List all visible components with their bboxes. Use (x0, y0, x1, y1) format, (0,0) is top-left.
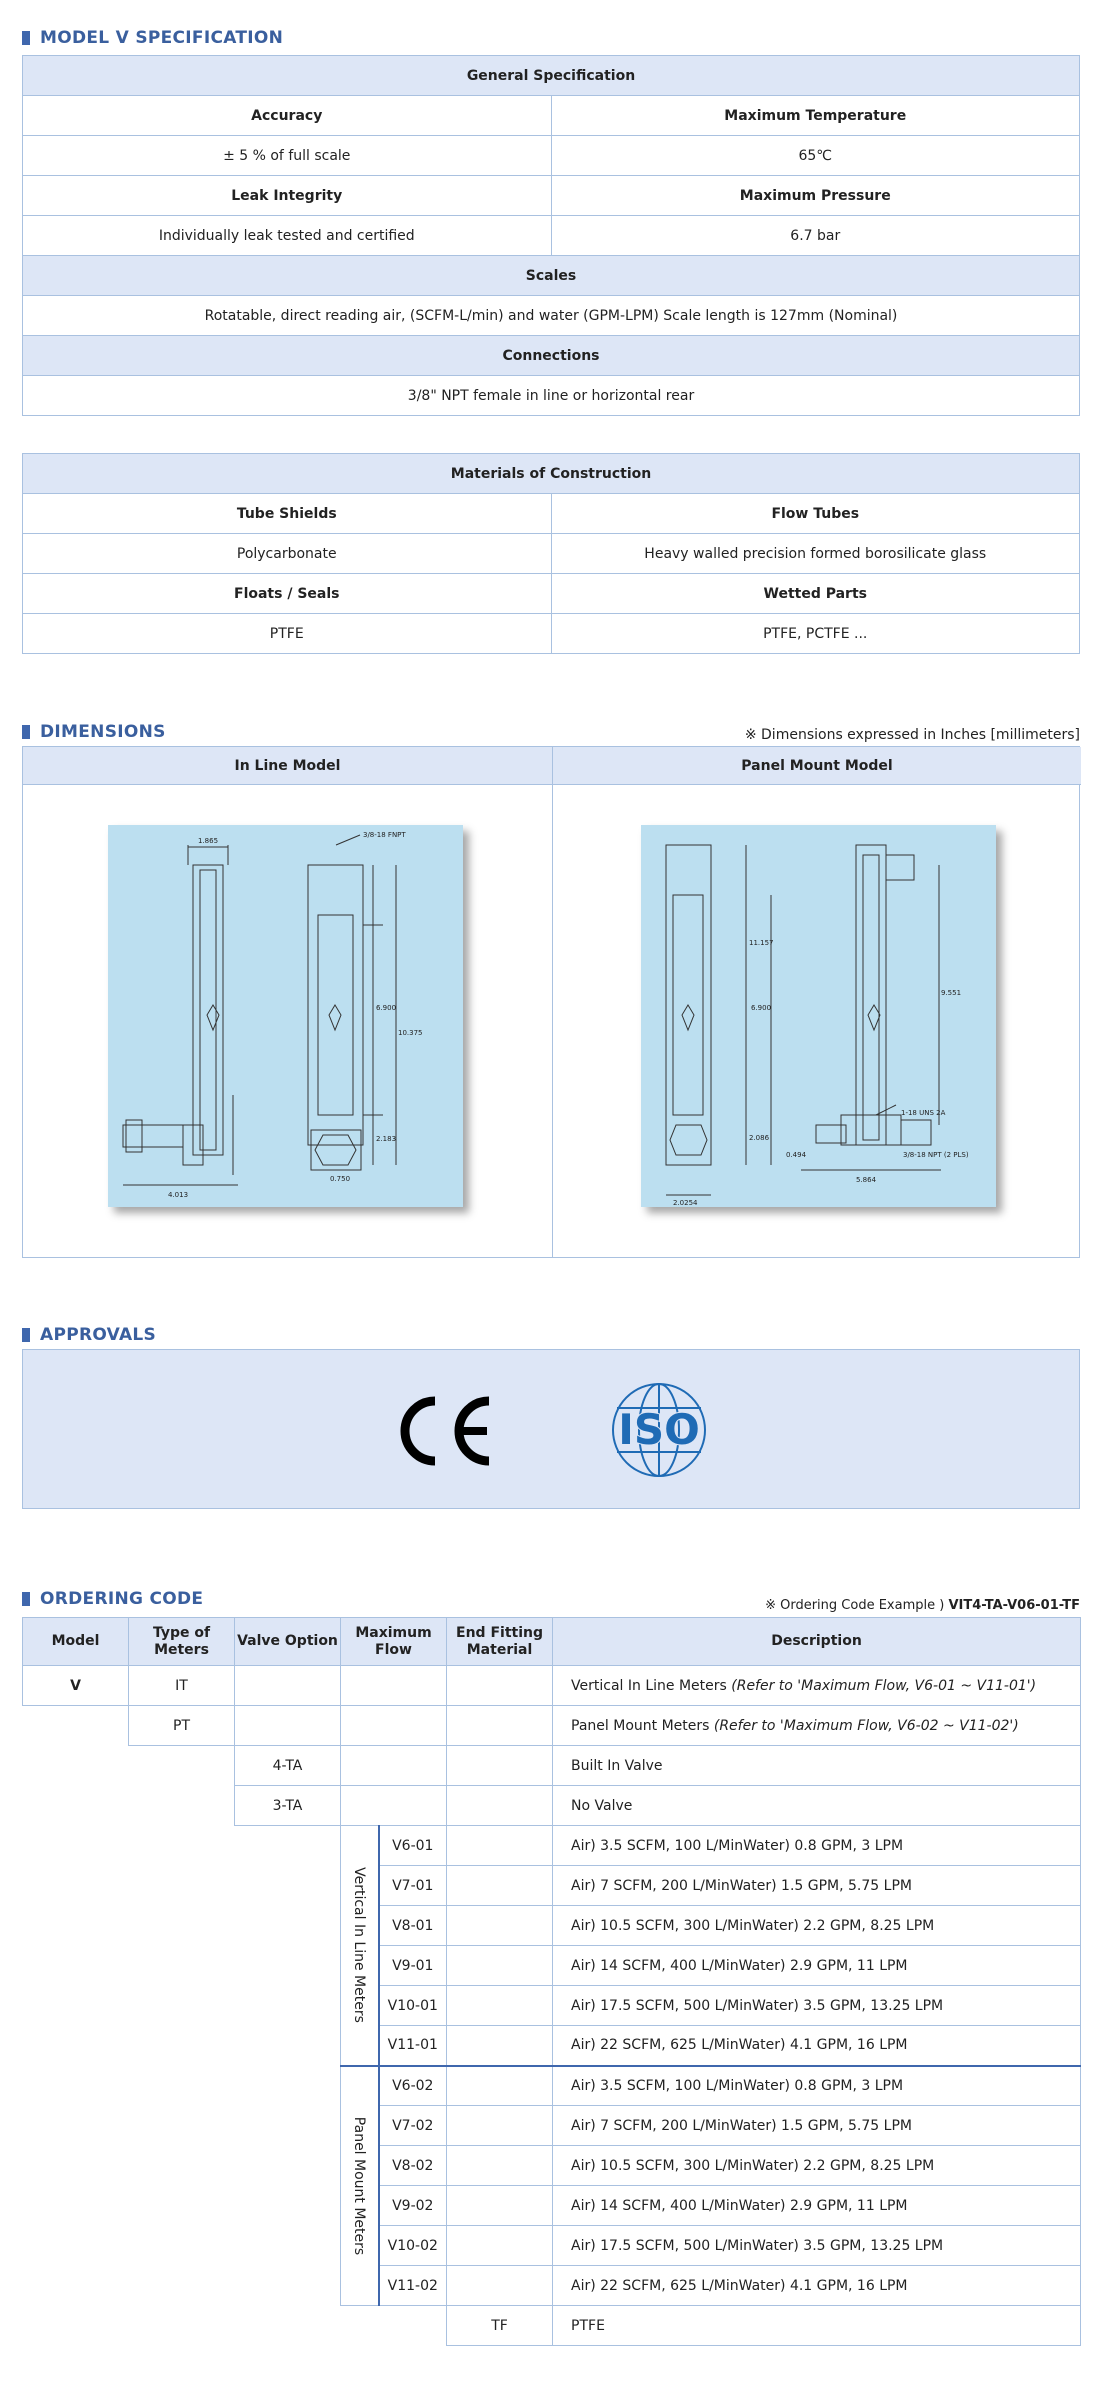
flow-code: V10-02 (379, 2226, 447, 2266)
section-title-text: DIMENSIONS (40, 722, 166, 742)
empty-cell (23, 1986, 341, 2026)
max-pressure-value: 6.7 bar (551, 216, 1080, 256)
floats-seals-label: Floats / Seals (23, 574, 552, 614)
flow-water: Water) 4.1 GPM, 16 LPM (738, 2037, 908, 2054)
empty-cell (23, 2186, 341, 2226)
empty-cell (341, 1666, 447, 1706)
flow-water: Water) 2.2 GPM, 8.25 LPM (752, 2157, 935, 2174)
valve-4ta: 4-TA (235, 1746, 341, 1786)
empty-cell (23, 1866, 341, 1906)
flow-tubes-label: Flow Tubes (551, 494, 1080, 534)
dim-label-2086: 2.086 (749, 1134, 770, 1142)
flow-air: Air) 17.5 SCFM, 500 L/Min (571, 2237, 752, 2254)
type-it-ref: (Refer to 'Maximum Flow, V6-01 ~ V11-01') (731, 1677, 1037, 1694)
panel-mount-group-label (341, 2066, 379, 2306)
type-pt-description (553, 1706, 1081, 1746)
empty-cell (447, 2266, 553, 2306)
empty-cell (447, 2106, 553, 2146)
connections-value: 3/8" NPT female in line or horizontal rear (23, 376, 1080, 416)
dim-label-uns: 1-18 UNS 2A (901, 1109, 946, 1117)
general-spec-header: General Specification (23, 56, 1080, 96)
flow-air: Air) 14 SCFM, 400 L/Min (571, 2197, 739, 2214)
dim-label-5864: 5.864 (856, 1176, 877, 1184)
flow-description (553, 1826, 1081, 1866)
empty-cell (23, 2226, 341, 2266)
empty-cell (23, 1946, 341, 1986)
empty-cell (447, 2026, 553, 2066)
inline-drawing-svg (108, 825, 463, 1207)
flow-water: Water) 0.8 GPM, 3 LPM (743, 1837, 904, 1854)
flow-water: Water) 3.5 GPM, 13.25 LPM (752, 2237, 944, 2254)
inline-model-drawing (108, 825, 463, 1207)
empty-cell (23, 1826, 341, 1866)
flow-description (553, 2026, 1081, 2066)
wetted-parts-value: PTFE, PCTFE ... (551, 614, 1080, 654)
dim-label-0494: 0.494 (786, 1151, 807, 1159)
header-valve: Valve Option (235, 1618, 341, 1666)
flow-description (553, 1946, 1081, 1986)
dim-label-0750: 0.750 (330, 1175, 351, 1183)
ordering-table (22, 1617, 1081, 2346)
empty-cell (235, 1666, 341, 1706)
panel-mount-group-text: Panel Mount Meters (351, 2116, 368, 2255)
connections-header: Connections (23, 336, 1080, 376)
flow-description (553, 1906, 1081, 1946)
leak-integrity-label: Leak Integrity (23, 176, 552, 216)
flow-water: Water) 2.9 GPM, 11 LPM (738, 2197, 908, 2214)
header-description: Description (553, 1618, 1081, 1666)
flow-water: Water) 0.8 GPM, 3 LPM (743, 2077, 904, 2094)
panel-model-header: Panel Mount Model (553, 747, 1081, 785)
empty-cell (235, 1706, 341, 1746)
empty-cell (447, 1706, 553, 1746)
flow-description (553, 2266, 1081, 2306)
inline-model-header: In Line Model (23, 747, 552, 785)
general-spec-table (22, 55, 1080, 416)
empty-cell (447, 2066, 553, 2106)
wetted-parts-label: Wetted Parts (551, 574, 1080, 614)
flow-code: V6-02 (379, 2066, 447, 2106)
empty-cell (23, 1786, 235, 1826)
dim-label-11157: 11.157 (749, 939, 774, 947)
model-value: V (23, 1666, 129, 1706)
section-marker (22, 725, 30, 739)
empty-cell (23, 1906, 341, 1946)
empty-cell (341, 1786, 447, 1826)
section-marker (22, 1328, 30, 1342)
section-marker (22, 1592, 30, 1606)
flow-code: V6-01 (379, 1826, 447, 1866)
dim-label-9551: 9.551 (941, 989, 962, 997)
dim-label-4013: 4.013 (168, 1191, 189, 1199)
empty-cell (341, 1746, 447, 1786)
empty-cell (447, 1906, 553, 1946)
ordering-example (765, 1598, 1080, 1613)
empty-cell (447, 1786, 553, 1826)
type-pt-ref: (Refer to 'Maximum Flow, V6-02 ~ V11-02') (713, 1717, 1019, 1734)
ordering-example-prefix: ※ Ordering Code Example ) (765, 1598, 949, 1613)
empty-cell (447, 2226, 553, 2266)
empty-cell (447, 2146, 553, 2186)
empty-cell (447, 1826, 553, 1866)
accuracy-value: ± 5 % of full scale (23, 136, 552, 176)
flow-code: V10-01 (379, 1986, 447, 2026)
flow-water: Water) 4.1 GPM, 16 LPM (738, 2277, 908, 2294)
flow-code: V9-02 (379, 2186, 447, 2226)
header-type: Type of Meters (129, 1618, 235, 1666)
scales-value: Rotatable, direct reading air, (SCFM-L/min) and water (GPM-LPM) Scale length is 127mm (Nominal) (23, 296, 1080, 336)
section-title-specification (22, 28, 283, 48)
empty-cell (447, 1986, 553, 2026)
empty-cell (447, 2186, 553, 2226)
vertical-inline-group-label (341, 1826, 379, 2066)
end-fitting-description: PTFE (553, 2306, 1081, 2346)
section-title-text: ORDERING CODE (40, 1589, 204, 1609)
valve-3ta: 3-TA (235, 1786, 341, 1826)
section-title-text: APPROVALS (40, 1325, 157, 1345)
empty-cell (23, 1706, 129, 1746)
max-pressure-label: Maximum Pressure (551, 176, 1080, 216)
empty-cell (447, 1666, 553, 1706)
flow-tubes-value: Heavy walled precision formed borosilicate glass (551, 534, 1080, 574)
empty-cell (23, 2306, 447, 2346)
flow-code: V8-01 (379, 1906, 447, 1946)
empty-cell (341, 1706, 447, 1746)
empty-cell (23, 2106, 341, 2146)
flow-description (553, 1866, 1081, 1906)
type-it: IT (129, 1666, 235, 1706)
flow-code: V11-02 (379, 2266, 447, 2306)
flow-air: Air) 3.5 SCFM, 100 L/Min (571, 2077, 744, 2094)
empty-cell (23, 2266, 341, 2306)
panel-model-drawing (641, 825, 996, 1207)
header-max-flow: Maximum Flow (341, 1618, 447, 1666)
scales-header: Scales (23, 256, 1080, 296)
dim-label-fnpt: 3/8-18 FNPT (363, 831, 406, 839)
empty-cell (447, 1946, 553, 1986)
flow-water: Water) 2.9 GPM, 11 LPM (738, 1957, 908, 1974)
empty-cell (447, 1866, 553, 1906)
section-title-text: MODEL V SPECIFICATION (40, 28, 284, 48)
empty-cell (23, 1746, 235, 1786)
tube-shields-label: Tube Shields (23, 494, 552, 534)
valve-4ta-description: Built In Valve (553, 1746, 1081, 1786)
flow-code: V11-01 (379, 2026, 447, 2066)
tube-shields-value: Polycarbonate (23, 534, 552, 574)
empty-cell (23, 2066, 341, 2106)
section-marker (22, 31, 30, 45)
ordering-example-code: VIT4-TA-V06-01-TF (948, 1598, 1080, 1613)
flow-description (553, 2186, 1081, 2226)
dim-label-2183: 2.183 (376, 1135, 397, 1143)
flow-description (553, 2066, 1081, 2106)
flow-description (553, 2226, 1081, 2266)
dim-label-6900: 6.900 (376, 1004, 397, 1012)
approvals-panel (22, 1349, 1080, 1509)
flow-water: Water) 3.5 GPM, 13.25 LPM (752, 1997, 944, 2014)
vertical-inline-group-text: Vertical In Line Meters (351, 1867, 368, 2024)
header-model: Model (23, 1618, 129, 1666)
dim-label-panel-6900: 6.900 (751, 1004, 772, 1012)
flow-air: Air) 14 SCFM, 400 L/Min (571, 1957, 739, 1974)
section-title-ordering (22, 1589, 203, 1609)
iso-logo-icon (600, 1380, 718, 1480)
dim-label-npt: 3/8-18 NPT (2 PLS) (903, 1151, 969, 1159)
type-it-desc-text: Vertical In Line Meters (571, 1677, 732, 1694)
section-title-dimensions (22, 722, 166, 742)
dim-label-1865: 1.865 (198, 837, 219, 845)
type-pt-desc-text: Panel Mount Meters (571, 1717, 714, 1734)
flow-description (553, 2106, 1081, 2146)
panel-drawing-svg (641, 825, 996, 1207)
leak-integrity-value: Individually leak tested and certified (23, 216, 552, 256)
flow-description (553, 2146, 1081, 2186)
flow-water: Water) 1.5 GPM, 5.75 LPM (729, 1877, 912, 1894)
header-end-fitting: End Fitting Material (447, 1618, 553, 1666)
dimensions-note: ※ Dimensions expressed in Inches [millimeters] (744, 727, 1080, 743)
dimensions-table (22, 746, 1080, 1258)
materials-table (22, 453, 1080, 654)
flow-water: Water) 1.5 GPM, 5.75 LPM (729, 2117, 912, 2134)
valve-3ta-description: No Valve (553, 1786, 1081, 1826)
empty-cell (447, 1746, 553, 1786)
max-temp-label: Maximum Temperature (551, 96, 1080, 136)
flow-code: V9-01 (379, 1946, 447, 1986)
flow-code: V7-01 (379, 1866, 447, 1906)
empty-cell (23, 2026, 341, 2066)
iso-logo-text: ISO (618, 1405, 700, 1454)
flow-code: V7-02 (379, 2106, 447, 2146)
flow-air: Air) 7 SCFM, 200 L/Min (571, 2117, 730, 2134)
max-temp-value: 65℃ (551, 136, 1080, 176)
flow-water: Water) 2.2 GPM, 8.25 LPM (752, 1917, 935, 1934)
materials-header: Materials of Construction (23, 454, 1080, 494)
type-it-description (553, 1666, 1081, 1706)
dim-label-10375: 10.375 (398, 1029, 423, 1037)
flow-air: Air) 17.5 SCFM, 500 L/Min (571, 1997, 752, 2014)
flow-air: Air) 7 SCFM, 200 L/Min (571, 1877, 730, 1894)
flow-air: Air) 3.5 SCFM, 100 L/Min (571, 1837, 744, 1854)
end-fitting-code: TF (447, 2306, 553, 2346)
accuracy-label: Accuracy (23, 96, 552, 136)
column-divider (552, 747, 553, 1257)
flow-code: V8-02 (379, 2146, 447, 2186)
empty-cell (23, 2146, 341, 2186)
flow-air: Air) 10.5 SCFM, 300 L/Min (571, 2157, 752, 2174)
flow-air: Air) 22 SCFM, 625 L/Min (571, 2037, 739, 2054)
ce-mark-icon (395, 1395, 495, 1467)
type-pt: PT (129, 1706, 235, 1746)
section-title-approvals (22, 1325, 156, 1345)
floats-seals-value: PTFE (23, 614, 552, 654)
flow-air: Air) 22 SCFM, 625 L/Min (571, 2277, 739, 2294)
flow-description (553, 1986, 1081, 2026)
dim-label-20254: 2.0254 (673, 1199, 698, 1207)
flow-air: Air) 10.5 SCFM, 300 L/Min (571, 1917, 752, 1934)
